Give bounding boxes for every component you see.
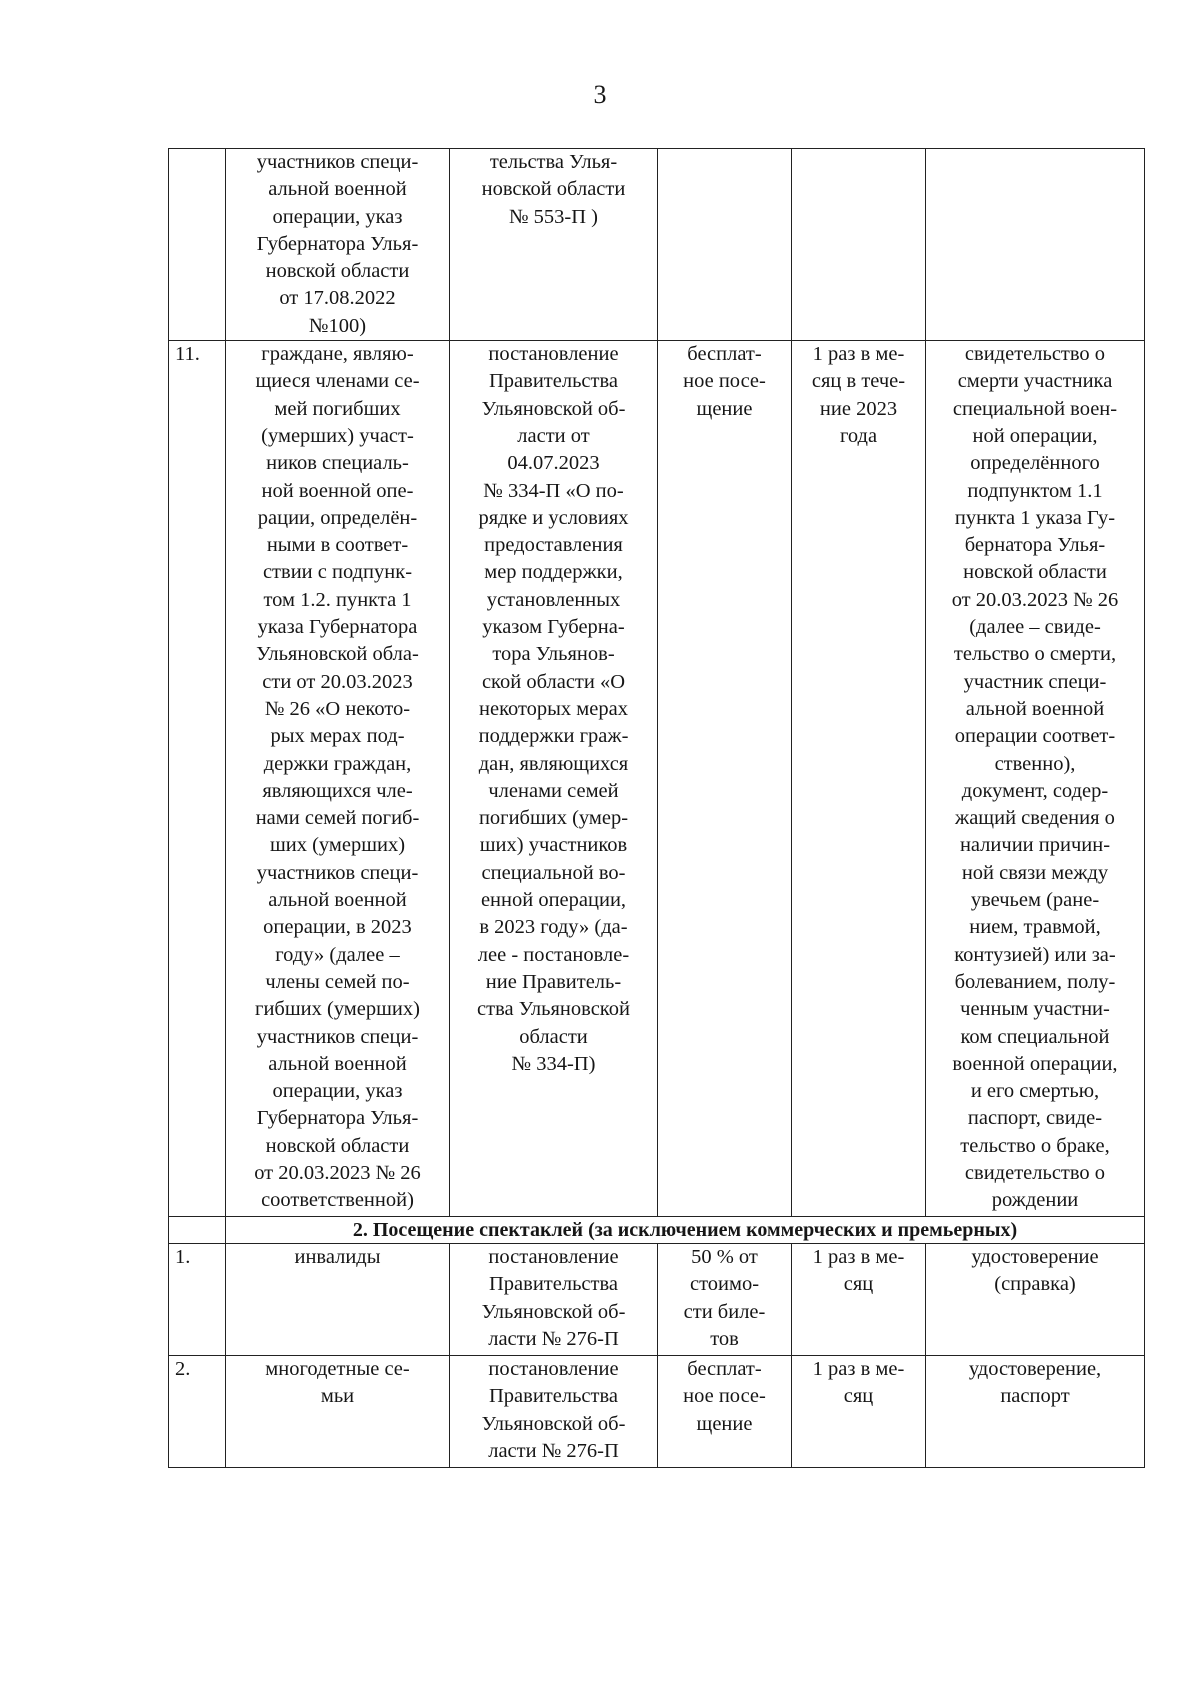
cell-text-line: и его смертью, [970,1080,1100,1103]
cell-text-line: году» (далее – [275,943,400,966]
frequency-cell [792,149,926,341]
cell-text-line: мей погибших [274,397,401,420]
cell-text-line: тора Ульянов- [492,643,615,666]
cell-text-line: тельства Улья- [489,151,618,173]
cell-text-line: гибших (умерших) [255,998,420,1021]
cell-text-line: в 2023 году» (да- [479,916,628,939]
cell-text-line: Губернатора Улья- [256,232,419,255]
cell-text-line: альной военной [268,1052,407,1075]
cell-text-line: от 20.03.2023 № 26 [254,1161,421,1184]
cell-text-line: альной военной [268,889,407,912]
cell-text-line: от 17.08.2022 [279,287,396,310]
cell-text-line: ласти № 276-П [488,1327,619,1350]
row-number: 11. [169,341,226,1217]
documents-cell [926,1356,1145,1468]
cell-text-line: ласти от [517,424,590,447]
cell-text-line: Ульяновской обла- [256,643,419,666]
cell-text-line: ной связи между [961,861,1109,884]
cell-text-line: 1 раз в ме- [812,1246,905,1269]
cell-text-line: постановление [488,1358,619,1381]
cell-text-line: постановление [488,1246,619,1269]
cell-text-line: сяц в тече- [811,370,906,393]
cell-text-line: (справка) [994,1273,1076,1296]
cell-text-line: смерти участника [957,370,1113,393]
cell-text-line: многодетные се- [265,1358,410,1381]
cell-text-line: № 553-П ) [508,205,599,228]
cell-text-line: Ульяновской об- [481,1412,626,1435]
cell-text-line: лее - постановле- [477,943,630,966]
cell-text-line: соответственной) [261,1189,414,1212]
cell-text-line: ской области «О [481,670,626,693]
cell-text-line: области [519,1025,588,1048]
cell-text-line: операции соответ- [954,725,1116,748]
cell-text-line: участников специ- [256,151,419,173]
cell-text-line: Ульяновской об- [481,397,626,420]
cell-text-line: Правительства [488,370,618,393]
section-number-cell [169,1217,226,1244]
cell-text-line: операции, в 2023 [263,916,412,939]
cell-text-line: тельство о браке, [960,1134,1110,1157]
cell-text-line: свидетельство о [964,343,1106,366]
cell-text-line: бернатора Улья- [964,534,1106,557]
page-number: 3 [593,80,607,109]
cell-text-line: № 334-П) [511,1052,596,1075]
recipient-category-cell [226,341,450,1217]
discount-cell [658,1356,792,1468]
cell-text-line: ное посе- [683,1385,766,1408]
cell-text-line: года [839,424,878,447]
cell-text-line: рождении [991,1189,1079,1212]
cell-text-line: определённого [970,452,1100,475]
cell-text-line: бесплат- [687,1358,762,1381]
legal-basis-cell [450,149,658,341]
cell-text-line: новской области [481,178,626,201]
cell-text-line: членами семей [488,779,619,802]
cell-text-line: погибших (умер- [478,807,629,830]
cell-text-line: от 20.03.2023 № 26 [951,588,1119,611]
cell-text-line: рации, определён- [257,506,418,529]
cell-text-line: ной операции, [972,424,1098,447]
cell-text-line: щение [696,397,753,420]
cell-text-line: ной военной опе- [261,479,414,502]
cell-text-line: сти от 20.03.2023 [262,670,413,693]
cell-text-line: предоставления [484,534,623,557]
cell-text-line: №100) [308,314,367,337]
recipient-category-cell [226,1356,450,1468]
cell-text-line: специальной воен- [952,397,1118,420]
legal-basis-cell [450,1356,658,1468]
cell-text-line: удостоверение [971,1246,1099,1269]
cell-text-line: сяц [843,1385,874,1408]
cell-text-line: некоторых мерах [479,697,628,720]
cell-text-line: участников специ- [256,861,419,884]
cell-text-line: наличии причин- [959,834,1111,857]
cell-text-line: рых мерах под- [270,725,405,748]
table-row [169,1244,1145,1356]
cell-text-line: ственно), [994,752,1076,775]
cell-text-line: новской области [265,260,410,283]
cell-text-line: держки граждан, [263,752,412,775]
cell-text-line: операции, указ [272,1080,403,1103]
row-number [169,149,226,341]
legal-basis-cell [450,341,658,1217]
cell-text-line: нами семей погиб- [255,807,420,830]
cell-text-line: паспорт, свиде- [967,1107,1103,1130]
cell-text-line: рядке и условиях [478,506,629,529]
cell-text-line: тельство о смерти, [953,643,1117,666]
cell-text-line: постановление [488,343,619,366]
cell-text-line: ствии с подпунк- [262,561,413,584]
cell-text-line: альной военной [268,178,407,201]
cell-text-line: щиеся членами се- [255,370,420,393]
cell-text-line: Правительства [488,1385,618,1408]
cell-text-line: мьи [320,1385,355,1408]
cell-text-line: ших) участников [479,834,628,857]
discount-cell [658,341,792,1217]
documents-cell [926,1244,1145,1356]
cell-text-line: том 1.2. пункта 1 [263,588,412,611]
section-heading: 2. Посещение спектаклей (за исключением коммерческих и премьерных) [226,1217,1145,1244]
cell-text-line: ства Ульяновской [477,998,630,1021]
cell-text-line: члены семей по- [265,970,410,993]
cell-text-line: свидетельство о [964,1161,1106,1184]
cell-text-line: пункта 1 указа Гу- [954,506,1116,529]
cell-text-line: ников специаль- [266,452,409,475]
benefits-table [168,148,1145,1468]
cell-text-line: Правительства [488,1273,618,1296]
cell-text-line: ными в соответ- [266,534,409,557]
cell-text-line: военной операции, [952,1052,1118,1075]
cell-text-line: ком специальной [960,1025,1110,1048]
frequency-cell [792,341,926,1217]
cell-text-line: дан, являющихся [478,752,629,775]
cell-text-line: ное посе- [683,370,766,393]
cell-text-line: паспорт [1000,1385,1070,1408]
cell-text-line: участников специ- [256,1025,419,1048]
cell-text-line: 04.07.2023 [507,452,600,475]
cell-text-line: 1 раз в ме- [812,343,905,366]
cell-text-line: указа Губернатора [257,616,418,639]
cell-text-line: стоимо- [689,1273,760,1296]
cell-text-line: удостоверение, [968,1358,1102,1381]
cell-text-line: (далее – свиде- [969,616,1101,639]
cell-text-line: инвалиды [294,1246,381,1269]
recipient-category-cell [226,1244,450,1356]
cell-text-line: установленных [486,588,621,611]
cell-text-line: жащий сведения о [955,807,1115,830]
cell-text-line: щение [696,1412,753,1435]
table-row [169,149,1145,341]
row-number: 1. [169,1244,226,1356]
cell-text-line: ласти № 276-П [488,1439,619,1462]
cell-text-line: участник специ- [963,670,1107,693]
cell-text-line: операции, указ [272,205,403,228]
frequency-cell [792,1244,926,1356]
cell-text-line: документ, содер- [961,779,1109,802]
recipient-category-cell [226,149,450,341]
discount-cell [658,149,792,341]
cell-text-line: Ульяновской об- [481,1300,626,1323]
row-number: 2. [169,1356,226,1468]
cell-text-line: поддержки граж- [478,725,629,748]
cell-text-line: 1 раз в ме- [812,1358,905,1381]
documents-cell [926,341,1145,1217]
cell-text-line: ние 2023 [819,397,898,420]
cell-text-line: № 26 «О некото- [264,697,411,720]
cell-text-line: болеванием, полу- [954,970,1116,993]
cell-text-line: бесплат- [687,343,762,366]
cell-text-line: являющихся чле- [262,779,413,802]
cell-text-line: сяц [843,1273,874,1296]
cell-text-line: увечьем (ране- [970,889,1100,912]
cell-text-line: граждане, являю- [261,343,414,366]
cell-text-line: нием, травмой, [969,916,1101,939]
cell-text-line: новской области [963,561,1107,584]
cell-text-line: сти биле- [683,1300,766,1323]
cell-text-line: ченным участни- [960,998,1110,1021]
cell-text-line: тов [710,1327,739,1350]
cell-text-line: альной военной [965,697,1105,720]
cell-text-line: новской области [265,1134,410,1157]
cell-text-line: ших (умерших) [269,834,406,857]
documents-cell [926,149,1145,341]
section-heading-row [169,1217,1145,1244]
frequency-cell [792,1356,926,1468]
cell-text-line: контузией) или за- [954,943,1116,966]
cell-text-line: подпунктом 1.1 [967,479,1103,502]
cell-text-line: 50 % от [691,1246,758,1269]
discount-cell [658,1244,792,1356]
legal-basis-cell [450,1244,658,1356]
cell-text-line: (умерших) участ- [261,424,414,447]
cell-text-line: № 334-П «О по- [483,479,624,502]
cell-text-line: специальной во- [481,861,626,884]
table-row [169,1356,1145,1468]
cell-text-line: указом Губерна- [482,616,625,639]
cell-text-line: ние Правитель- [485,970,622,993]
cell-text-line: енной операции, [480,889,627,912]
cell-text-line: Губернатора Улья- [256,1107,419,1130]
cell-text-line: мер поддержки, [484,561,623,584]
table-row [169,341,1145,1217]
